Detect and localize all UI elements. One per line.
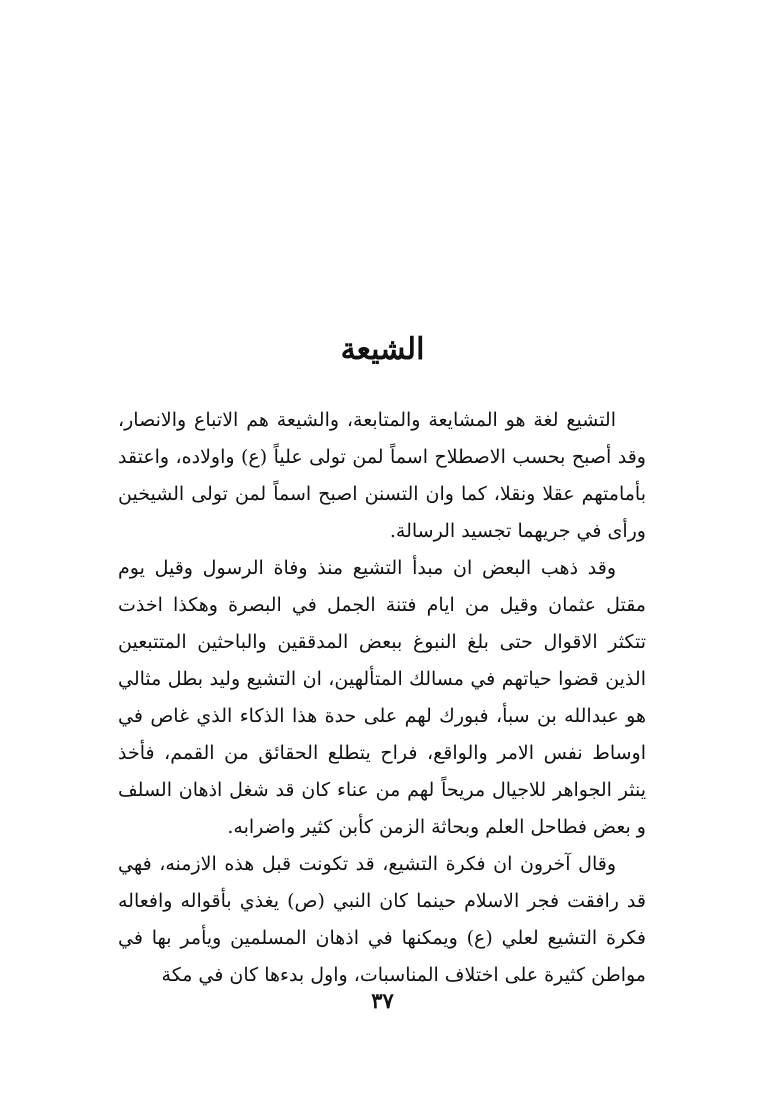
page-title: الشيعة [340, 332, 425, 367]
paragraph-3: وقال آخرون ان فكرة التشيع، قد تكونت قبل هذه الازمنه، فهي قد رافقت فجر الاسلام حينما كان النبي (ص) يغذي بأقواله وافعاله فكرة التشيع لعلي (ع) ويمكنها في اذهان المسلمين ويأمر بها في مواطن كثيرة على اختلاف المناسبات، واول بدءها كان في مكة [118, 853, 646, 986]
body-text [118, 402, 646, 994]
paragraph-2: وقد ذهب البعض ان مبدأ التشيع منذ وفاة الرسول وقيل يوم مقتل عثمان وقيل من ايام فتنة الجمل في البصرة وهكذا اخذت تتكثر الاقوال حتى بلغ النبوغ ببعض المدققين والباحثين المتتبعين الذين قضوا حياتهم في مسالك المتألهين، ان التشيع وليد بطل مثالي هو عبدالله بن سبأ، فبورك لهم على حدة هذا الذكاء الذي غاص في اوساط نفس الامر والواقع، فراح يتطلع الحقائق من القمم، فأخذ ينثر الجواهر للاجيال مريحاً لهم من عناء كان قد شغل اذهان السلف و بعض فطاحل العلم وبحاثة الزمن كأبن كثير واضرابه. [118, 557, 646, 838]
page-number: ٣٧ [371, 988, 394, 1013]
paragraph-1: التشيع لغة هو المشايعة والمتابعة، والشيعة هم الاتباع والانصار، وقد أصبح بحسب الاصطلاح اسماً لمن تولى علياً (ع) واولاده، واعتقد بأمامتهم عقلا ونقلا، كما وان التسنن اصبح اسماً لمن تولى الشيخين ورأى في جريهما تجسيد الرسالة. [118, 409, 646, 542]
